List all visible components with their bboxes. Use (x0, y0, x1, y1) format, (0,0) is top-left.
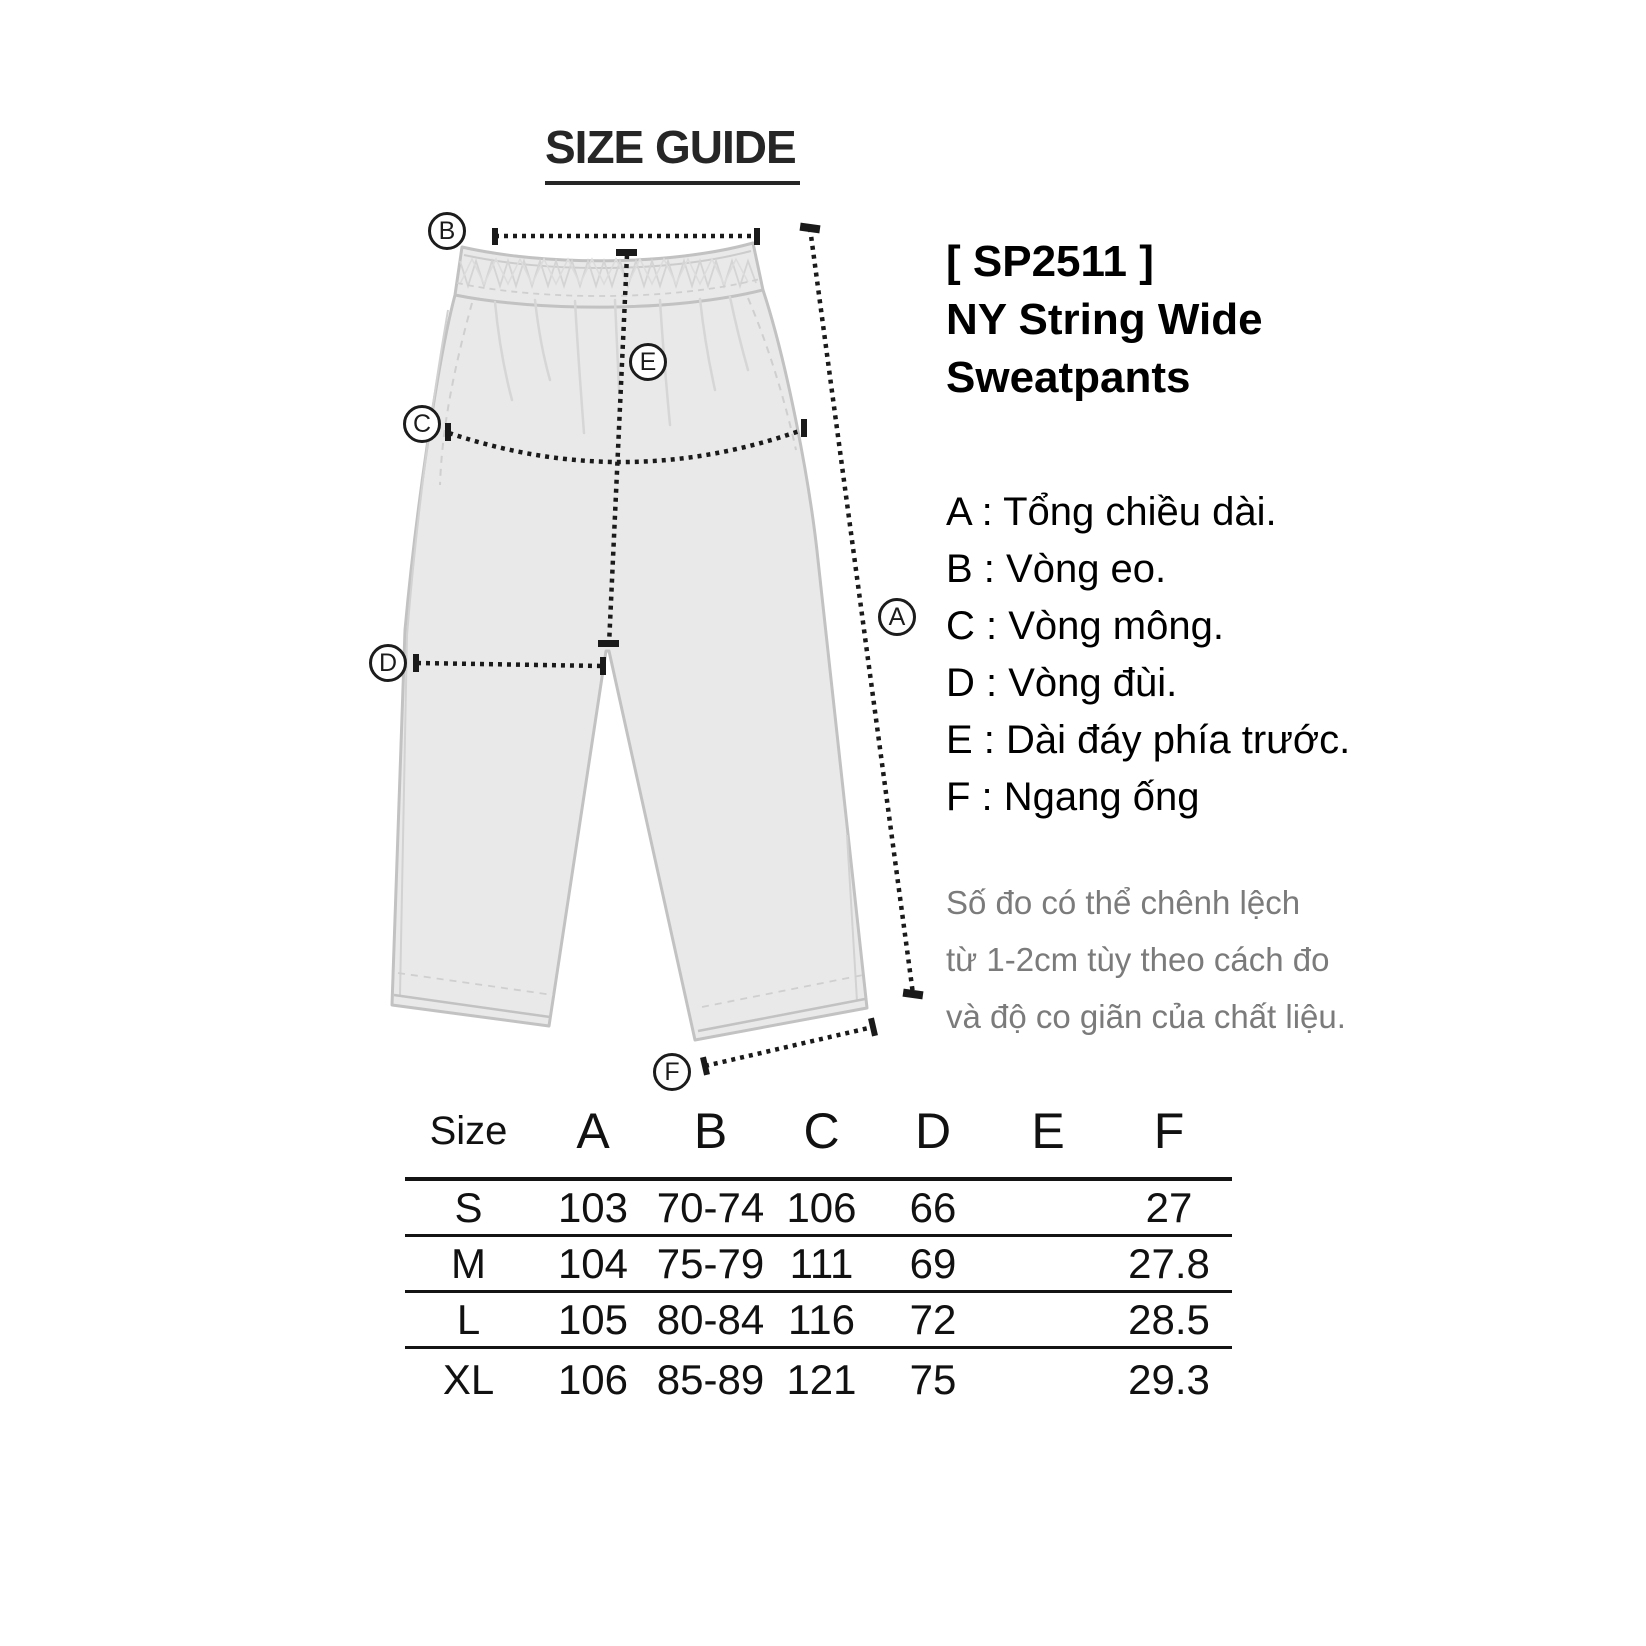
measure-label-d: D (369, 644, 407, 682)
cell-d: 66 (909, 1183, 957, 1231)
cell-d: 69 (909, 1239, 957, 1287)
page-title: SIZE GUIDE (545, 120, 800, 185)
cell-b: 85-89 (656, 1356, 765, 1403)
table-row (405, 1293, 1232, 1349)
table-row (405, 1181, 1232, 1237)
legend-item-c: C : Vòng mông. (946, 604, 1224, 648)
col-header-b: B (693, 1103, 728, 1159)
cell-d: 75 (909, 1356, 957, 1403)
cell-e (990, 1237, 1106, 1290)
cell-b: 80-84 (656, 1295, 765, 1343)
measure-label-a: A (878, 598, 916, 636)
cell-c: 116 (788, 1295, 855, 1343)
col-header-size: Size (429, 1108, 508, 1153)
col-header-d: D (914, 1103, 952, 1159)
legend-item-e: E : Dài đáy phía trước. (946, 718, 1351, 762)
cell-size: S (454, 1183, 483, 1231)
cell-b: 75-79 (656, 1239, 765, 1287)
legend-item-b: B : Vòng eo. (946, 547, 1167, 591)
legend-item-d: D : Vòng đùi. (946, 661, 1178, 705)
cell-d: 72 (909, 1295, 957, 1343)
cell-e (990, 1181, 1106, 1234)
size-table (405, 1085, 1232, 1411)
cell-a: 104 (557, 1239, 629, 1287)
col-header-a: A (576, 1103, 610, 1159)
cell-a: 103 (557, 1183, 629, 1231)
measure-label-c: C (403, 405, 441, 443)
cell-f: 28.5 (1128, 1295, 1210, 1343)
cell-e (990, 1349, 1106, 1411)
pants-diagram (360, 195, 940, 1085)
col-header-e: E (1031, 1103, 1065, 1159)
cell-e (990, 1293, 1106, 1346)
measure-label-e: E (629, 343, 667, 381)
cell-f: 29.3 (1128, 1356, 1210, 1403)
legend-item-f: F : Ngang ống (946, 775, 1200, 819)
product-name-line2: Sweatpants (946, 353, 1191, 402)
cell-size: L (456, 1295, 481, 1343)
table-row (405, 1237, 1232, 1293)
cell-b: 70-74 (656, 1183, 765, 1231)
measurement-legend (946, 484, 1350, 826)
legend-item-a: A : Tổng chiều dài. (946, 490, 1277, 534)
product-info (946, 233, 1263, 407)
note-line-1: Số đo có thể chênh lệch (946, 884, 1301, 921)
measurement-note (946, 874, 1346, 1045)
cell-a: 105 (557, 1295, 629, 1343)
note-line-2: từ 1-2cm tùy theo cách đo (946, 941, 1330, 978)
cell-size: XL (442, 1356, 495, 1403)
product-name-line1: NY String Wide (946, 295, 1263, 344)
cell-a: 106 (557, 1356, 629, 1403)
cell-c: 106 (786, 1183, 857, 1231)
table-row (405, 1349, 1232, 1411)
cell-c: 121 (786, 1356, 857, 1403)
cell-f: 27.8 (1128, 1239, 1210, 1287)
col-header-f: F (1153, 1103, 1185, 1159)
note-line-3: và độ co giãn của chất liệu. (946, 998, 1346, 1035)
product-code: [ SP2511 ] (946, 237, 1154, 286)
cell-size: M (451, 1239, 486, 1287)
measure-label-f: F (653, 1053, 691, 1091)
col-header-c: C (803, 1103, 840, 1159)
cell-f: 27 (1145, 1183, 1193, 1231)
cell-c: 111 (789, 1239, 854, 1287)
measure-label-b: B (428, 212, 466, 250)
size-table-header-row (405, 1085, 1232, 1181)
